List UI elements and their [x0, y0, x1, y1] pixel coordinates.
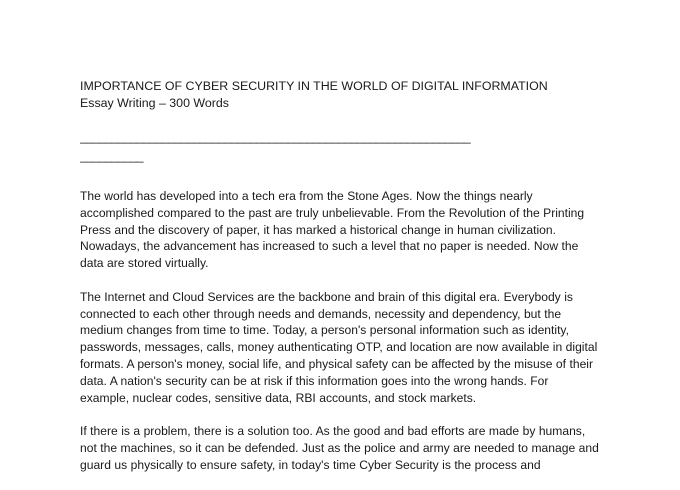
document-page — [80, 78, 600, 490]
divider-rule — [80, 128, 600, 166]
essay-body — [80, 188, 600, 474]
paragraph-3: If there is a problem, there is a solution too. As the good and bad efforts are made by humans, not the machines, so it can be defended. Just as the police and army are needed to manage and guard us physically to ensure safety, in today's time Cyber Security is the process and — [80, 424, 599, 472]
document-title: IMPORTANCE OF CYBER SECURITY IN THE WORLD OF DIGITAL INFORMATION — [80, 79, 548, 93]
paragraph-1: The world has developed into a tech era from the Stone Ages. Now the things nearly accomplished compared to the past are truly unbelievable. From the Revolution of the Printing Press and the discovery of paper, it has marked a historical change in human civilization. Nowadays, the advancement has increased to such a level that no paper is needed. Now the data are stored virtually. — [80, 189, 585, 271]
divider-rule-line-2: __________ — [80, 149, 143, 163]
document-subtitle: Essay Writing – 300 Words — [80, 96, 229, 110]
divider-rule-line-1: ______________________________________________________________ — [80, 130, 471, 144]
paragraph-2: The Internet and Cloud Services are the backbone and brain of this digital era. Everybody is connected to each other through needs and demands, necessity and dependency, but the medium changes from time to time. Today, a person's personal information such as identity, passwords, messages, calls, money authenticating OTP, and location are now available in digital formats. A person's money, social life, and physical safety can be affected by the misuse of their data. A nation's security can be at risk if this information goes into the wrong hands. For example, nuclear codes, sensitive data, RBI accounts, and stock markets. — [80, 289, 598, 405]
